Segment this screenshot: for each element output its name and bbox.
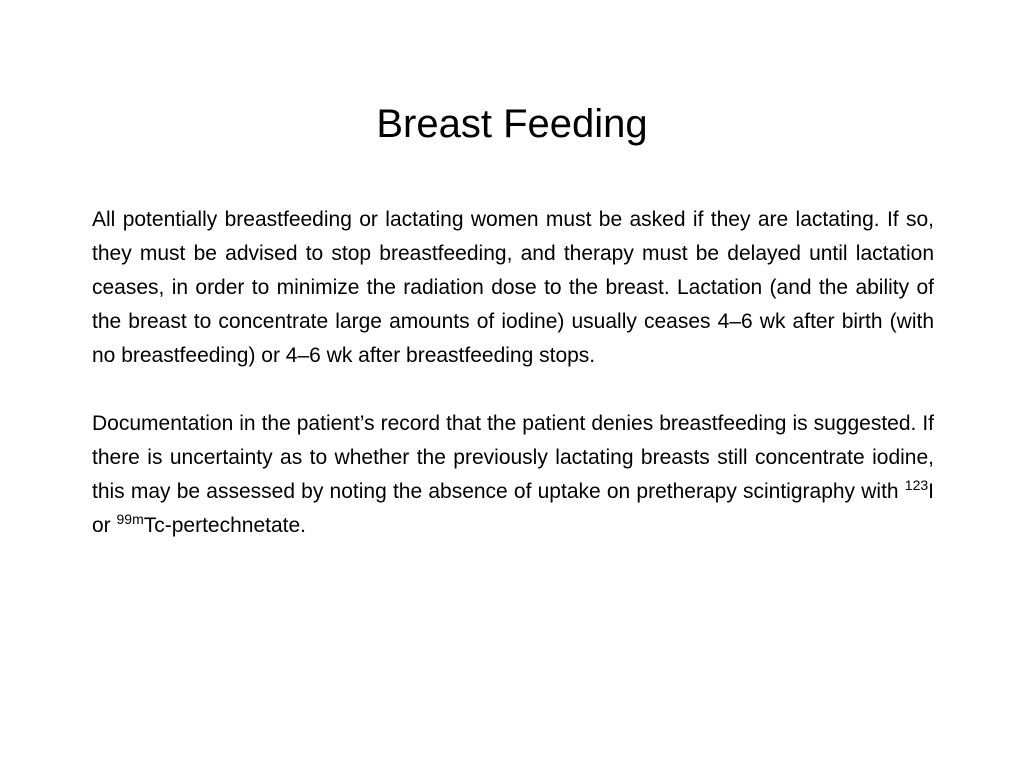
isotope-mass-123: 123	[904, 477, 929, 493]
slide-body	[92, 203, 934, 543]
paragraph-documentation-mid: I or	[92, 480, 934, 537]
slide-title: Breast Feeding	[376, 102, 648, 146]
paragraph-documentation-text: Documentation in the patient’s record that the patient denies breastfeeding is suggested. If there is uncertainty as to whether the previously lactating breasts still concentrate iodine, this may be assessed by noting the absence of uptake on pretherapy scintigraphy with	[92, 412, 934, 503]
paragraph-documentation-end: Tc-pertechnetate.	[143, 514, 307, 537]
isotope-mass-99m: 99m	[116, 511, 144, 527]
paragraph-lactation: All potentially breastfeeding or lactating women must be asked if they are lactating. If so, they must be advised to stop breastfeeding, and therapy must be delayed until lactation ceases, in order to minimize the radiation dose to the breast. Lactation (and the ability of the breast to concentrate large amounts of iodine) usually ceases 4–6 wk after birth (with no breastfeeding) or 4–6 wk after breastfeeding stops.	[92, 208, 934, 367]
paragraph-documentation	[92, 407, 934, 543]
